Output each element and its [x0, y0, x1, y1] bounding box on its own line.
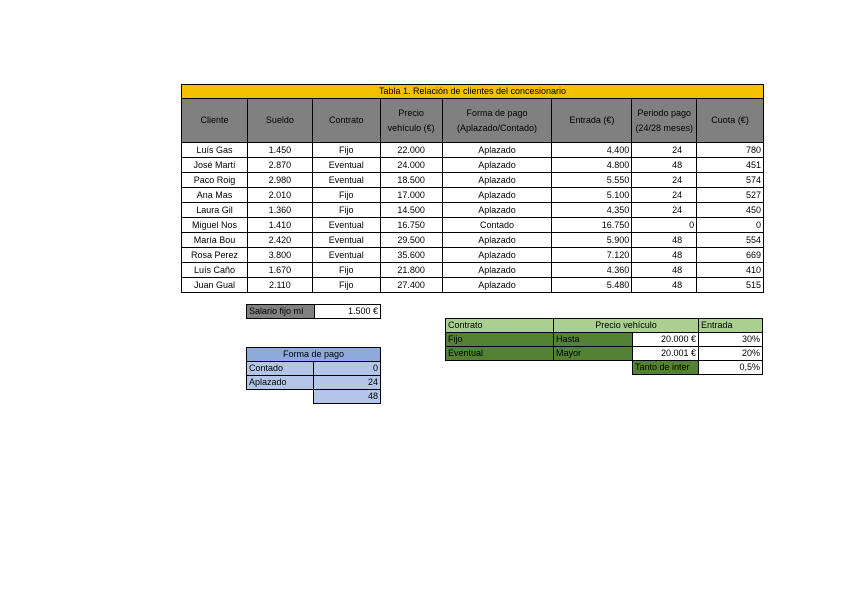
header-periodo: Periodo pago (24/28 meses) [632, 99, 697, 143]
cell-forma-pago[interactable]: Contado [442, 218, 552, 233]
table-row [182, 233, 764, 248]
cell-sueldo[interactable]: 2.980 [247, 173, 312, 188]
contract-fijo-pct[interactable]: 30% [699, 333, 763, 347]
contract-header-entrada: Entrada [699, 319, 763, 333]
table-row [182, 158, 764, 173]
header-sueldo: Sueldo [247, 99, 312, 143]
cell-contrato[interactable]: Eventual [312, 233, 380, 248]
clients-table [181, 84, 764, 293]
contract-fijo-price[interactable]: 20.000 € [633, 333, 699, 347]
cell-cliente[interactable]: José Martí [182, 158, 248, 173]
contract-header-contrato: Contrato [446, 319, 554, 333]
cell-sueldo[interactable]: 1.670 [247, 263, 312, 278]
cell-entrada[interactable]: 5.550 [552, 173, 632, 188]
contract-header-precio: Precio vehículo [554, 319, 699, 333]
contract-tanto-label: Tanto de inter [633, 361, 699, 375]
cell-contrato[interactable]: Eventual [312, 158, 380, 173]
table-row [182, 218, 764, 233]
cell-forma-pago[interactable]: Aplazado [442, 188, 552, 203]
cell-precio[interactable]: 21.800 [380, 263, 442, 278]
cell-sueldo[interactable]: 1.410 [247, 218, 312, 233]
cell-cliente[interactable]: Luís Caño [182, 263, 248, 278]
header-precio: Precio vehículo (€) [380, 99, 442, 143]
cell-periodo[interactable]: 48 [632, 248, 697, 263]
cell-entrada[interactable]: 5.480 [552, 278, 632, 293]
table-row [182, 263, 764, 278]
cell-periodo[interactable]: 48 [632, 233, 697, 248]
cell-precio[interactable]: 22.000 [380, 143, 442, 158]
cell-cuota[interactable]: 527 [697, 188, 764, 203]
cell-cuota[interactable]: 780 [697, 143, 764, 158]
cell-forma-pago[interactable]: Aplazado [442, 203, 552, 218]
cell-entrada[interactable]: 4.800 [552, 158, 632, 173]
payment-aplazado-value-1[interactable]: 24 [314, 376, 381, 390]
cell-periodo[interactable]: 24 [632, 143, 697, 158]
cell-sueldo[interactable]: 3.800 [247, 248, 312, 263]
contract-eventual-price[interactable]: 20.001 € [633, 347, 699, 361]
cell-contrato[interactable]: Fijo [312, 203, 380, 218]
cell-cuota[interactable]: 0 [697, 218, 764, 233]
cell-precio[interactable]: 14.500 [380, 203, 442, 218]
cell-forma-pago[interactable]: Aplazado [442, 158, 552, 173]
cell-cuota[interactable]: 515 [697, 278, 764, 293]
salary-box [246, 304, 381, 319]
payment-header: Forma de pago [247, 348, 381, 362]
cell-cliente[interactable]: Ana Mas [182, 188, 248, 203]
cell-entrada[interactable]: 5.100 [552, 188, 632, 203]
cell-precio[interactable]: 29.500 [380, 233, 442, 248]
cell-cuota[interactable]: 669 [697, 248, 764, 263]
cell-contrato[interactable]: Fijo [312, 278, 380, 293]
table-row [182, 278, 764, 293]
cell-sueldo[interactable]: 1.450 [247, 143, 312, 158]
header-entrada: Entrada (€) [552, 99, 632, 143]
table-row [182, 188, 764, 203]
cell-forma-pago[interactable]: Aplazado [442, 233, 552, 248]
cell-sueldo[interactable]: 2.110 [247, 278, 312, 293]
cell-forma-pago[interactable]: Aplazado [442, 173, 552, 188]
header-contrato: Contrato [312, 99, 380, 143]
cell-forma-pago[interactable]: Aplazado [442, 143, 552, 158]
salary-label: Salario fijo mí [247, 305, 315, 319]
cell-cliente[interactable]: Juan Gual [182, 278, 248, 293]
cell-periodo[interactable]: 24 [632, 188, 697, 203]
cell-cliente[interactable]: Luís Gas [182, 143, 248, 158]
payment-aplazado-label: Aplazado [247, 376, 314, 390]
cell-cuota[interactable]: 574 [697, 173, 764, 188]
contract-mayor-label: Mayor [554, 347, 633, 361]
cell-sueldo[interactable]: 1.360 [247, 203, 312, 218]
header-forma-pago: Forma de pago (Aplazado/Contado) [442, 99, 552, 143]
contract-eventual-label: Eventual [446, 347, 554, 361]
cell-sueldo[interactable]: 2.010 [247, 188, 312, 203]
contract-tanto-value[interactable]: 0,5% [699, 361, 763, 375]
contract-eventual-pct[interactable]: 20% [699, 347, 763, 361]
cell-precio[interactable]: 35.600 [380, 248, 442, 263]
cell-contrato[interactable]: Fijo [312, 263, 380, 278]
table-title: Tabla 1. Relación de clientes del concesionario [182, 85, 764, 99]
cell-periodo[interactable]: 48 [632, 158, 697, 173]
cell-cliente[interactable]: Miguel Nos [182, 218, 248, 233]
cell-precio[interactable]: 18.500 [380, 173, 442, 188]
payment-contado-label: Contado [247, 362, 314, 376]
payment-table [246, 347, 381, 404]
cell-forma-pago[interactable]: Aplazado [442, 278, 552, 293]
cell-cliente[interactable]: Laura Gil [182, 203, 248, 218]
cell-cuota[interactable]: 410 [697, 263, 764, 278]
salary-value[interactable]: 1.500 € [315, 305, 381, 319]
cell-contrato[interactable]: Eventual [312, 248, 380, 263]
header-cliente: Cliente [182, 99, 248, 143]
cell-periodo[interactable]: 48 [632, 278, 697, 293]
cell-periodo[interactable]: 48 [632, 263, 697, 278]
table-row [182, 143, 764, 158]
cell-precio[interactable]: 27.400 [380, 278, 442, 293]
table-row [182, 203, 764, 218]
contract-fijo-label: Fijo [446, 333, 554, 347]
cell-cuota[interactable]: 554 [697, 233, 764, 248]
payment-blank-cell [247, 390, 314, 404]
cell-precio[interactable]: 16.750 [380, 218, 442, 233]
contract-blank-1 [446, 361, 554, 375]
cell-entrada[interactable]: 16.750 [552, 218, 632, 233]
table-row [182, 173, 764, 188]
cell-contrato[interactable]: Fijo [312, 188, 380, 203]
cell-precio[interactable]: 17.000 [380, 188, 442, 203]
table-row [182, 248, 764, 263]
cell-cliente[interactable]: Paco Roig [182, 173, 248, 188]
cell-entrada[interactable]: 4.400 [552, 143, 632, 158]
payment-contado-value[interactable]: 0 [314, 362, 381, 376]
cell-cliente[interactable]: Rosa Perez [182, 248, 248, 263]
cell-periodo[interactable]: 24 [632, 173, 697, 188]
contract-blank-2 [554, 361, 633, 375]
contract-hasta-label: Hasta [554, 333, 633, 347]
cell-periodo[interactable]: 24 [632, 203, 697, 218]
cell-periodo[interactable]: 0 [632, 218, 697, 233]
cell-entrada[interactable]: 5.900 [552, 233, 632, 248]
contract-table [445, 318, 763, 375]
cell-sueldo[interactable]: 2.420 [247, 233, 312, 248]
cell-entrada[interactable]: 4.360 [552, 263, 632, 278]
cell-contrato[interactable]: Fijo [312, 143, 380, 158]
cell-contrato[interactable]: Eventual [312, 173, 380, 188]
cell-contrato[interactable]: Eventual [312, 218, 380, 233]
payment-aplazado-value-2[interactable]: 48 [314, 390, 381, 404]
cell-precio[interactable]: 24.000 [380, 158, 442, 173]
cell-cuota[interactable]: 450 [697, 203, 764, 218]
header-row [182, 99, 764, 143]
cell-sueldo[interactable]: 2.870 [247, 158, 312, 173]
cell-forma-pago[interactable]: Aplazado [442, 263, 552, 278]
header-cuota: Cuota (€) [697, 99, 764, 143]
cell-cliente[interactable]: María Bou [182, 233, 248, 248]
cell-entrada[interactable]: 4.350 [552, 203, 632, 218]
cell-entrada[interactable]: 7.120 [552, 248, 632, 263]
cell-forma-pago[interactable]: Aplazado [442, 248, 552, 263]
cell-cuota[interactable]: 451 [697, 158, 764, 173]
